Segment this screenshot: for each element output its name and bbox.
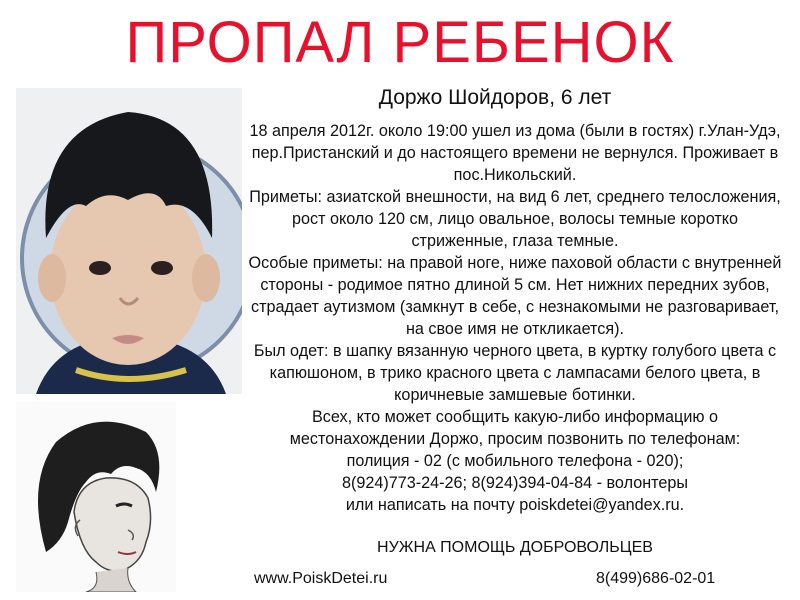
police-phone: полиция - 02 (с мобильного телефона - 020); — [346, 452, 684, 470]
child-profile-sketch-icon — [16, 402, 176, 592]
volunteer-phones: 8(924)773-24-26; 8(924)394-04-84 - волонтеры — [341, 474, 689, 492]
email-line: или написать на почту poiskdetei@yandex.ru. — [345, 496, 685, 514]
child-portrait-icon — [16, 88, 242, 394]
child-sketch — [16, 402, 176, 592]
website-link[interactable]: www.PoiskDetei.ru — [254, 570, 388, 587]
description — [248, 120, 782, 516]
contact-request-paragraph: Всех, кто может сообщить какую-либо информацию о местонахождении Доржо, просим позвонить по телефонам: — [289, 408, 741, 448]
special-features-paragraph: Особые приметы: на правой ноге, ниже паховой области с внутренней стороны - родимое пятно длиной 5 см. Нет нижних передних зубов, страдает аутизмом (замкнут в себе, с незнакомыми не разговаривает, на свое имя не откликается). — [248, 254, 782, 338]
features-paragraph: Приметы: азиатской внешности, на вид 6 лет, среднего телосложения, рост около 120 см, лицо овальное, волосы темные коротко стриженные, глаза темные. — [249, 188, 781, 250]
incident-paragraph: 18 апреля 2012г. около 19:00 ушел из дома (были в гостях) г.Улан-Удэ, пер.Пристанский и до настоящего времени не вернулся. Проживает в пос.Никольский. — [249, 122, 781, 184]
child-name-age: Доржо Шойдоров, 6 лет — [378, 86, 612, 109]
hotline-phone: 8(499)686-02-01 — [596, 570, 716, 587]
volunteer-appeal: НУЖНА ПОМОЩЬ ДОБРОВОЛЬЦЕВ — [377, 539, 653, 556]
headline: ПРОПАЛ РЕБЕНОК — [125, 10, 675, 75]
child-photo — [16, 88, 242, 394]
clothing-paragraph: Был одет: в шапку вязанную черного цвета, в куртку голубого цвета с капюшоном, в трико красного цвета с лампасами белого цвета, в коричневые замшевые ботинки. — [253, 342, 777, 404]
